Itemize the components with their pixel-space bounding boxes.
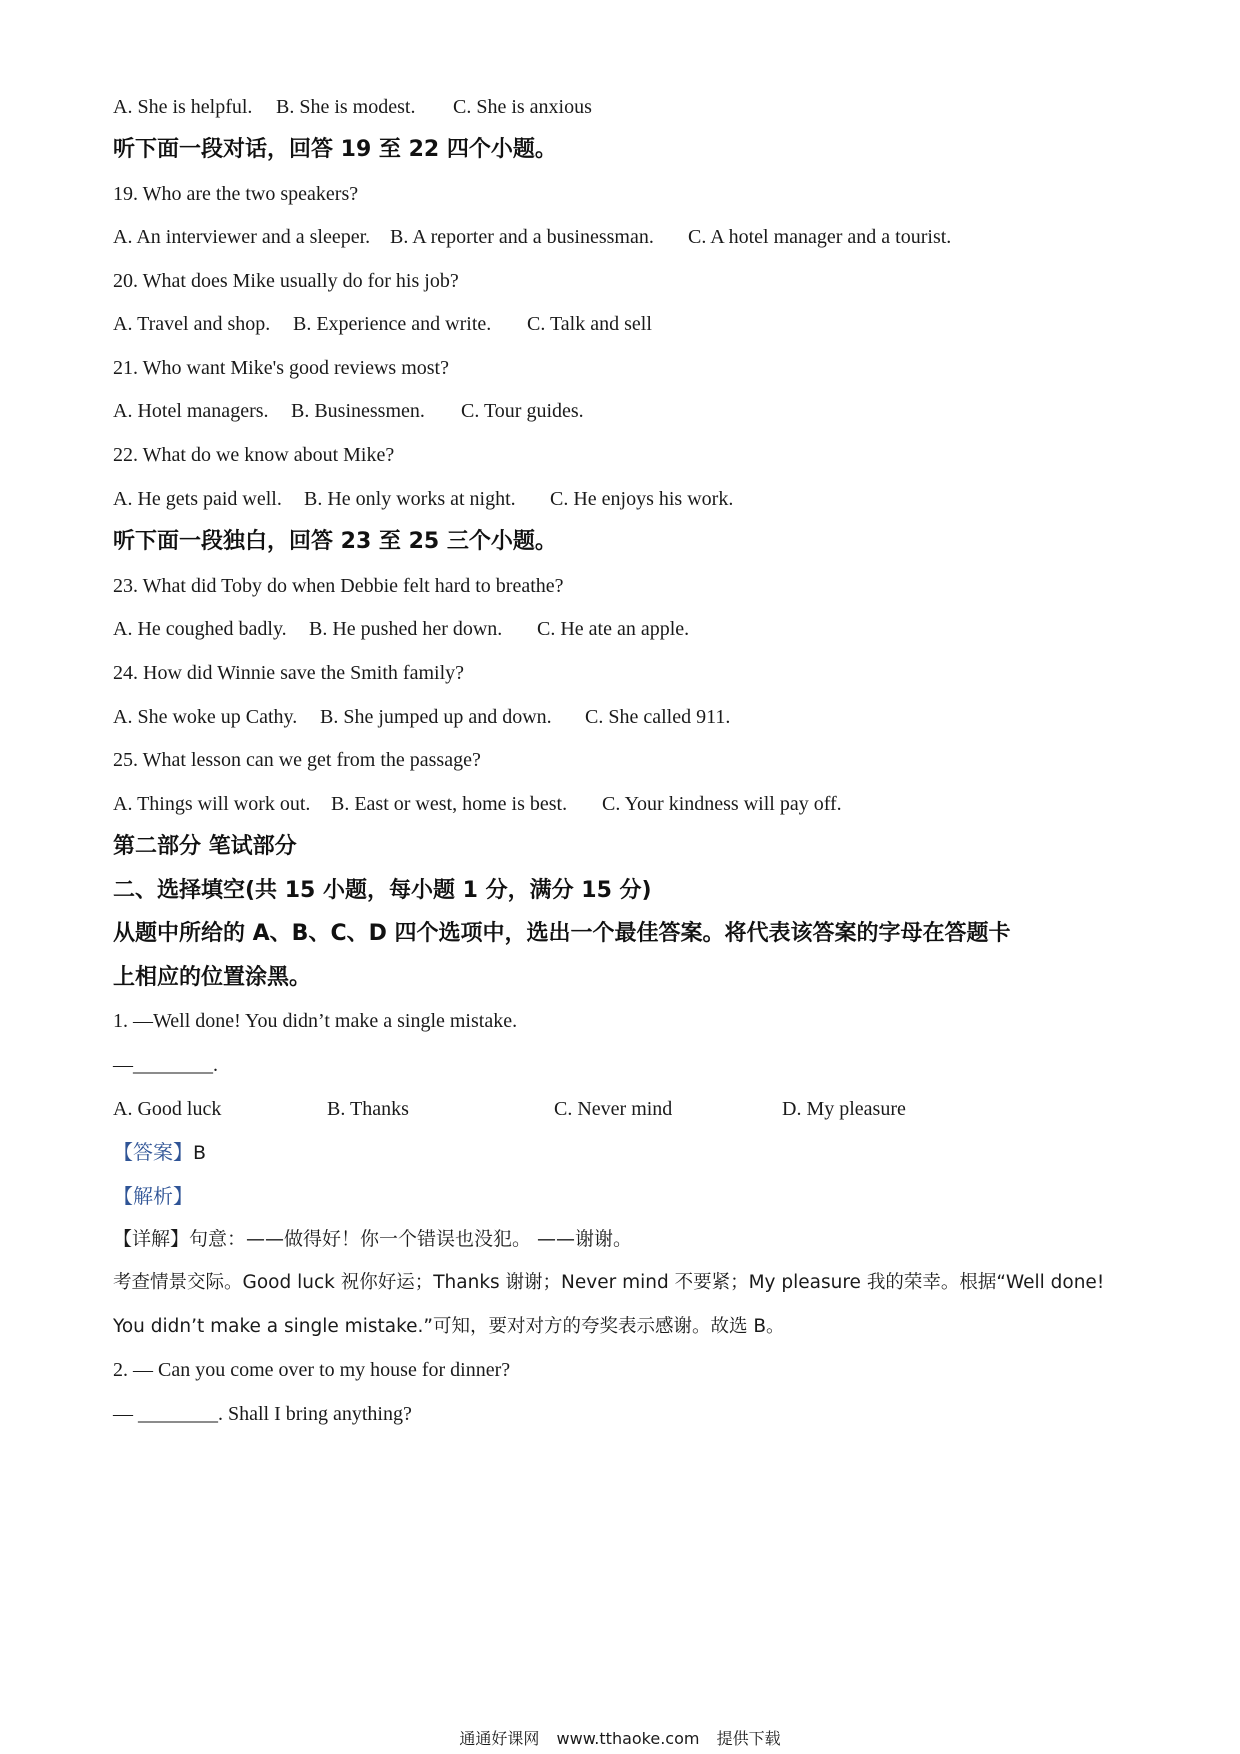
mc1-question: 1. —Well done! You didn’t make a single mistake.	[113, 1010, 518, 1032]
q21-option-c: C. Tour guides.	[461, 400, 584, 422]
q19-question: 19. Who are the two speakers?	[113, 183, 359, 205]
q22-option-a: A. He gets paid well.	[113, 488, 282, 510]
mc1-answer	[113, 1138, 206, 1167]
answer-label: 【答案】	[113, 1140, 193, 1164]
q18-option-a: A. She is helpful.	[113, 96, 253, 118]
mc2-reply: — ________. Shall I bring anything?	[113, 1403, 412, 1425]
q24-option-b: B. She jumped up and down.	[320, 706, 552, 728]
mc1-option-c: C. Never mind	[554, 1098, 673, 1120]
q21-option-b: B. Businessmen.	[291, 400, 425, 422]
q23-option-b: B. He pushed her down.	[309, 618, 503, 640]
q20-option-b: B. Experience and write.	[293, 313, 492, 335]
section2-heading: 二、选择填空(共 15 小题，每小题 1 分，满分 15 分)	[113, 878, 652, 903]
q25-option-a: A. Things will work out.	[113, 793, 311, 815]
q24-option-a: A. She woke up Cathy.	[113, 706, 298, 728]
mc1-explanation-line-2: You didn’t make a single mistake.”可知，要对对方的夸奖表示感谢。故选 B。	[113, 1316, 785, 1337]
mc1-explanation-line-1: 考查情景交际。Good luck 祝你好运；Thanks 谢谢；Never mind 不要紧；My pleasure 我的荣幸。根据“Well done!	[113, 1272, 1105, 1293]
q22-option-c: C. He enjoys his work.	[550, 488, 734, 510]
q23-question: 23. What did Toby do when Debbie felt hard to breathe?	[113, 575, 564, 597]
q21-option-a: A. Hotel managers.	[113, 400, 269, 422]
answer-value: B	[193, 1142, 207, 1164]
q19-option-b: B. A reporter and a businessman.	[390, 226, 654, 248]
page-footer	[0, 1726, 1240, 1749]
q25-option-b: B. East or west, home is best.	[331, 793, 568, 815]
q22-option-b: B. He only works at night.	[304, 488, 516, 510]
q25-question: 25. What lesson can we get from the passage?	[113, 749, 481, 771]
q21-question: 21. Who want Mike's good reviews most?	[113, 357, 449, 379]
q22-question: 22. What do we know about Mike?	[113, 444, 395, 466]
mc1-option-b: B. Thanks	[327, 1098, 409, 1120]
q20-option-a: A. Travel and shop.	[113, 313, 271, 335]
footer-site-name: 通通好课网	[459, 1729, 540, 1748]
section-heading-23-25: 听下面一段独白，回答 23 至 25 三个小题。	[113, 529, 557, 554]
instruction-line-1: 从题中所给的 A、B、C、D 四个选项中，选出一个最佳答案。将代表该答案的字母在答题卡	[113, 921, 1011, 946]
instruction-line-2: 上相应的位置涂黑。	[113, 965, 312, 990]
q19-option-c: C. A hotel manager and a tourist.	[688, 226, 952, 248]
mc1-option-a: A. Good luck	[113, 1098, 222, 1120]
q24-option-c: C. She called 911.	[585, 706, 731, 728]
mc2-question: 2. — Can you come over to my house for dinner?	[113, 1359, 511, 1381]
q25-option-c: C. Your kindness will pay off.	[602, 793, 842, 815]
q20-option-c: C. Talk and sell	[527, 313, 652, 335]
mc1-option-d: D. My pleasure	[782, 1098, 906, 1120]
q19-option-a: A. An interviewer and a sleeper.	[113, 226, 371, 248]
q20-question: 20. What does Mike usually do for his job?	[113, 270, 459, 292]
q23-option-c: C. He ate an apple.	[537, 618, 690, 640]
mc1-detail: 【详解】句意：——做得好！你一个错误也没犯。 ——谢谢。	[113, 1228, 633, 1250]
part2-heading: 第二部分 笔试部分	[113, 834, 297, 859]
q18-option-c: C. She is anxious	[453, 96, 592, 118]
mc1-analysis-label	[113, 1182, 193, 1211]
q24-question: 24. How did Winnie save the Smith family?	[113, 662, 464, 684]
q18-option-b: B. She is modest.	[276, 96, 416, 118]
mc1-reply: —________.	[113, 1054, 218, 1076]
section-heading-19-22: 听下面一段对话，回答 19 至 22 四个小题。	[113, 137, 557, 162]
analysis-label: 【解析】	[113, 1184, 193, 1208]
q23-option-a: A. He coughed badly.	[113, 618, 287, 640]
footer-suffix: 提供下载	[716, 1729, 781, 1748]
footer-url: www.tthaoke.com	[556, 1729, 700, 1748]
